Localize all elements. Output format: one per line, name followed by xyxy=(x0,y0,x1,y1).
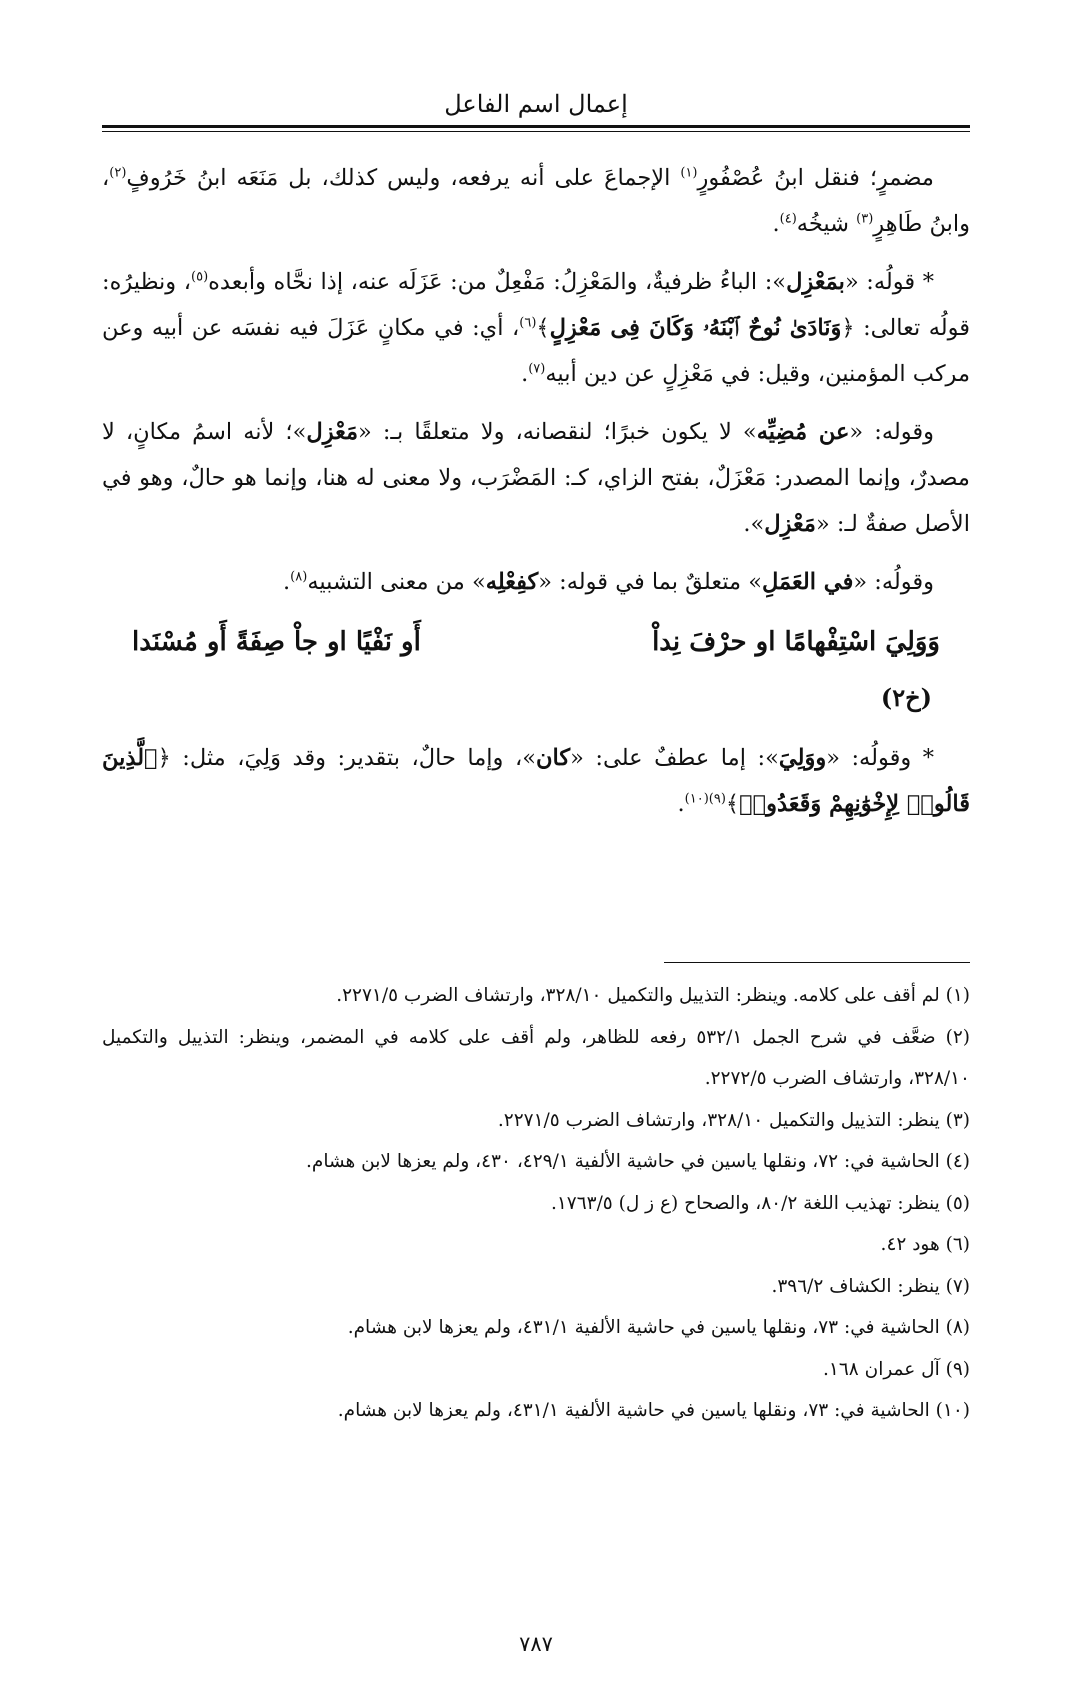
footnote-ref: (٧) xyxy=(528,361,546,377)
body-paragraph: * قولُه: «بمَعْزِل»: الباءُ ظرفيةٌ، والمَعْزِلُ: مَفْعِلٌ من: عَزَلَه عنه، إذا نحَّاه وأبعده$^{(٥)}$، ونظيرُه: قولُه تعالى: ﴿وَنَادَىٰ نُوحٌ ٱبْنَهُۥ وَكَانَ فِى مَعْزِلٍ﴾$^{(٦)}$، أي: في مكانٍ عَزَلَ فيه نفسَه عن أبيه وعن مركب المؤمنين، وقيل: في مَعْزِلٍ عن دين أبيه$^{(٧)}$. xyxy=(102,269,970,387)
running-head: إعمال اسم الفاعل xyxy=(444,90,628,118)
quoted-term: مَعْزِل xyxy=(764,511,816,537)
quoted-term: ووَلِيَ xyxy=(778,745,827,771)
main-text xyxy=(102,155,970,839)
footnote: (٧) ينظر: الكشاف ٣٩٦/٢. xyxy=(771,1275,970,1297)
footnote: (٦) هود ٤٢. xyxy=(880,1234,970,1255)
paragraphs-after-verse xyxy=(102,735,970,827)
footnote: (٣) ينظر: التذييل والتكميل ٣٢٨/١٠، وارتشاف الضرب ٢٢٧١/٥. xyxy=(497,1109,970,1131)
footnotes xyxy=(102,975,970,1432)
footnote: (١٠) الحاشية في: ٧٣، ونقلها ياسين في حاشية الألفية ٤٣١/١، ولم يعزها لابن هشام. xyxy=(337,1400,970,1421)
quran-quote: وَنَادَىٰ نُوحٌ ٱبْنَهُۥ وَكَانَ فِى مَعْزِلٍ xyxy=(549,315,842,341)
quoted-term: كان xyxy=(535,745,571,771)
footnote: (٢) ضعَّف في شرح الجمل ٥٣٢/١ رفعه للظاهر، ولم أقف على كلامه في المضمر، وينظر: التذييل والتكميل ٣٢٨/١٠، وارتشاف الضرب ٢٢٧٢/٥. xyxy=(102,1026,970,1089)
quoted-term: كفِعْلِه xyxy=(485,569,539,595)
verse-number: (خ٢) xyxy=(880,683,932,712)
quoted-term: في العَمَلِ xyxy=(761,569,854,595)
quoted-term: بمَعْزِل xyxy=(786,269,845,295)
header-rule-thick xyxy=(102,125,970,128)
footnote-separator xyxy=(664,962,970,963)
page-number: ٧٨٧ xyxy=(519,1632,553,1656)
paragraphs-before-verse xyxy=(102,155,970,605)
footnote: (١) لم أقف على كلامه. وينظر: التذييل والتكميل ٣٢٨/١٠، وارتشاف الضرب ٢٢٧١/٥. xyxy=(336,985,970,1006)
footnote: (٤) الحاشية في: ٧٢، ونقلها ياسين في حاشية الألفية ٤٢٩/١، ٤٣٠، ولم يعزها لابن هشام. xyxy=(306,1151,970,1172)
footnote-ref: (٣) xyxy=(856,211,874,227)
body-paragraph: وقوله: «عن مُضِيِّه» لا يكون خبرًا؛ لنقصانه، ولا متعلقًا بـ: «مَعْزِل»؛ لأنه اسمُ مكانٍ، لا مصدرٌ، وإنما المصدر: مَعْزَلٌ، بفتح الزاي، كـ: المَضْرَب، ولا معنى له هنا، وإنما هو حالٌ، وهو في الأصل صفةٌ لـ: «مَعْزِل». xyxy=(102,419,970,537)
quran-quote: ٱلَّذِينَ قَالُوا۟ لِإِخْوَٰنِهِمْ وَقَعَدُوا۟ xyxy=(102,745,970,817)
verse-line xyxy=(132,617,940,667)
footnote-ref: (٥) xyxy=(191,269,209,285)
body-paragraph: * وقولُه: «ووَلِيَ»: إما عطفٌ على: «كان»، وإما حالٌ، بتقدير: وقد وَلِيَ، مثل: ﴿ٱلَّذِينَ قَالُوا۟ لِإِخْوَٰنِهِمْ وَقَعَدُوا۟﴾$^{(٩)(١٠)}$. xyxy=(102,745,970,817)
header-rule-thin xyxy=(102,131,970,132)
footnote-ref: (٦) xyxy=(519,315,537,331)
footnote: (٨) الحاشية في: ٧٣، ونقلها ياسين في حاشية الألفية ٤٣١/١، ولم يعزها لابن هشام. xyxy=(347,1317,970,1338)
footnote-ref: (٩)(١٠) xyxy=(684,791,726,807)
footnote-ref: (١) xyxy=(680,165,698,181)
footnote-ref: (٨) xyxy=(290,569,308,585)
body-paragraph: وقولُه: «في العَمَلِ» متعلقٌ بما في قوله: «كفِعْلِه» من معنى التشبيه$^{(٨)}$. xyxy=(283,569,934,595)
footnote: (٥) ينظر: تهذيب اللغة ٨٠/٢، والصحاح (ع ز ل) ١٧٦٣/٥. xyxy=(550,1192,970,1214)
footnote-ref: (٤) xyxy=(779,211,797,227)
quoted-term: عن مُضِيِّه xyxy=(756,419,850,445)
footnote-ref: (٢) xyxy=(109,165,127,181)
verse-hemistich-first: وَوَلِيَ اسْتِفْهامًا او حرْفَ نِداْ xyxy=(652,627,940,657)
book-page xyxy=(102,0,970,1698)
quoted-term: مَعْزِل xyxy=(306,419,359,445)
verse-hemistich-second: أَو نَفْيًا او جاْ صِفَةً أَو مُسْنَدا xyxy=(132,627,421,657)
body-paragraph: مضمرٍ؛ فنقل ابنُ عُصْفُورٍ$^{(١)}$ الإجماعَ على أنه يرفعه، وليس كذلك، بل مَنَعَه ابنُ خَرُوفٍ$^{(٢)}$، وابنُ طَاهِرٍ$^{(٣)}$ شيخُه$^{(٤)}$. xyxy=(102,165,970,237)
footnote: (٩) آل عمران ١٦٨. xyxy=(823,1358,970,1380)
